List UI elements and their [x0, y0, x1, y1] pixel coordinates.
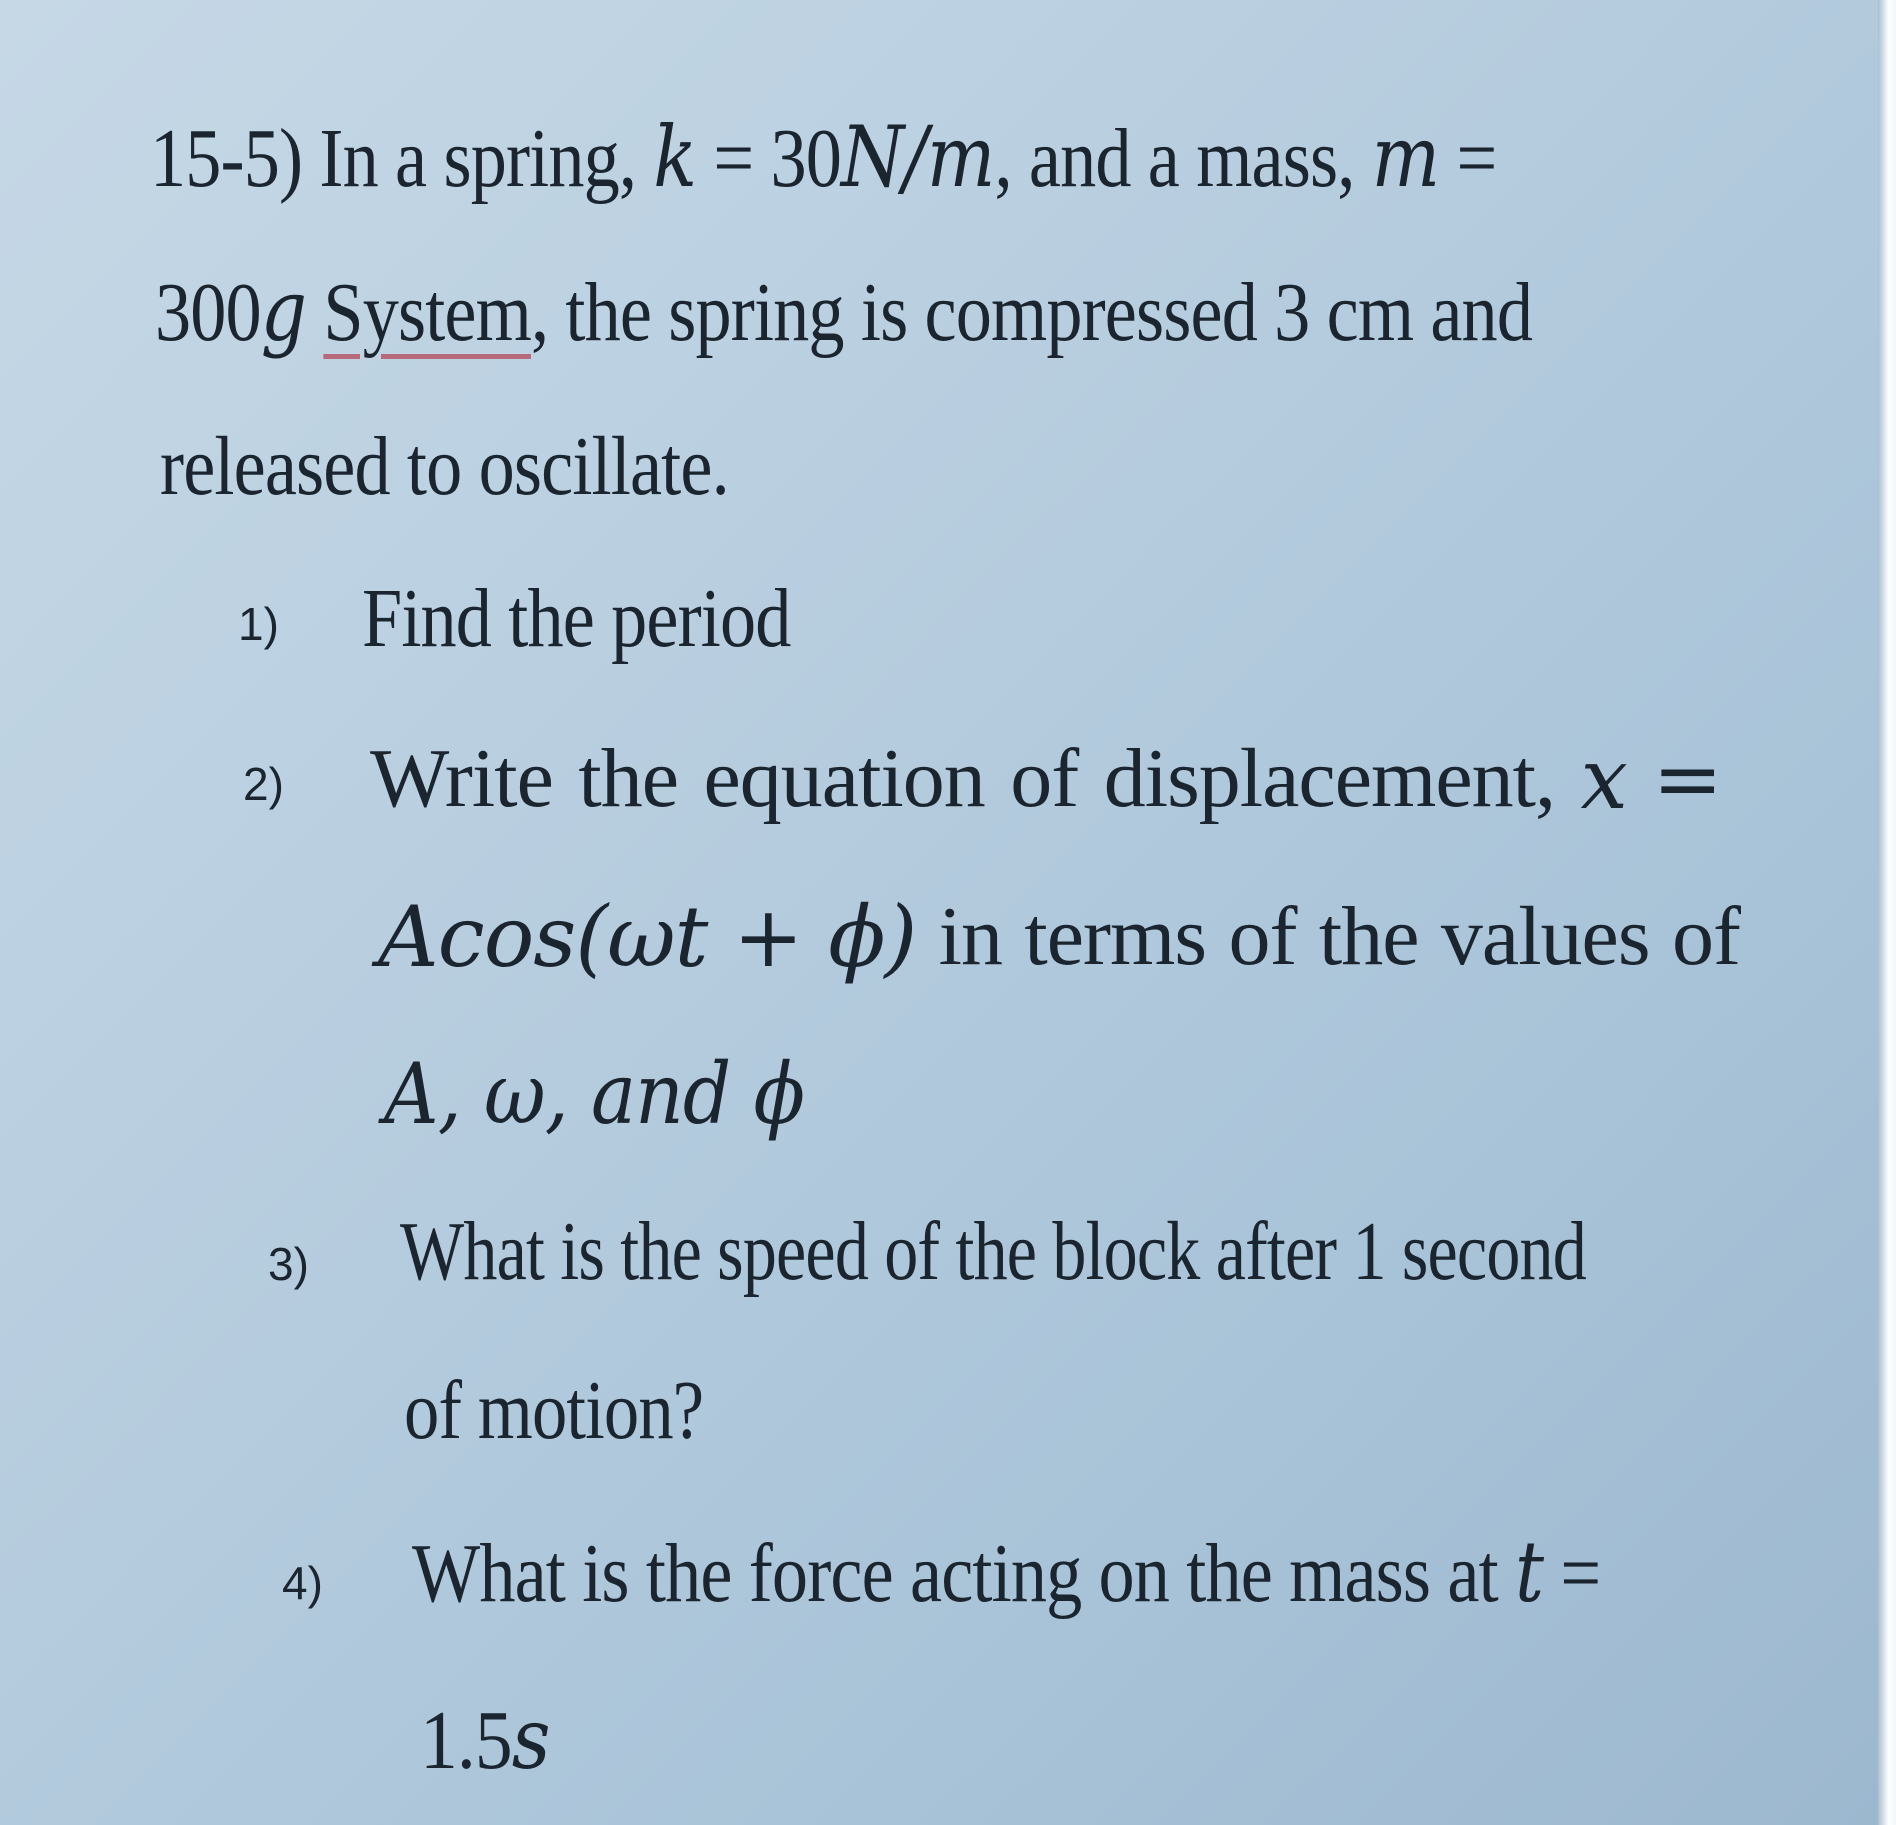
question-4-label: 4)	[282, 1557, 323, 1609]
mass-value: 300	[155, 266, 261, 359]
question-1-label: 1)	[238, 598, 279, 650]
problem-line-2	[155, 262, 1532, 361]
page-edge	[1878, 0, 1896, 1825]
question-2-line-1: Write the equation of displacement, x =	[370, 730, 1722, 828]
question-2-line-2: Acos(ωt + ϕ) in terms of the values of	[378, 888, 1740, 986]
question-3-line-1: What is the speed of the block after 1 second	[400, 1205, 1586, 1298]
question-2-line-3: A, ω, and ϕ	[384, 1045, 805, 1143]
problem-number: 15-5)	[150, 112, 303, 205]
question-1-text: Find the period	[362, 572, 791, 665]
problem-line-3: released to oscillate.	[160, 420, 729, 513]
displacement-formula: Acos(ωt + ϕ)	[378, 888, 917, 986]
question-2-label: 2)	[243, 758, 284, 810]
question-3-line-2: of motion?	[404, 1364, 704, 1457]
k-equals: = 30	[696, 112, 842, 205]
x-equals: x =	[1580, 730, 1722, 828]
units-n-per-m: N/m	[841, 108, 995, 206]
system-word: System	[323, 266, 531, 359]
m-equals: =	[1439, 112, 1497, 205]
question-3-label: 3)	[268, 1238, 309, 1290]
problem-line-2-rest: , the spring is compressed 3 cm and	[530, 266, 1533, 359]
question-4-line-2: 1.5s	[420, 1690, 550, 1788]
var-m: m	[1371, 108, 1440, 206]
var-t: t	[1515, 1523, 1544, 1621]
question-4-line-1: What is the force acting on the mass at t =	[412, 1523, 1601, 1621]
mass-unit: g	[260, 262, 307, 360]
problem-text-b: , and a mass,	[994, 112, 1372, 205]
problem-text-a: In a spring,	[319, 112, 654, 205]
problem-line-1	[150, 108, 1496, 207]
var-k: k	[653, 108, 697, 206]
